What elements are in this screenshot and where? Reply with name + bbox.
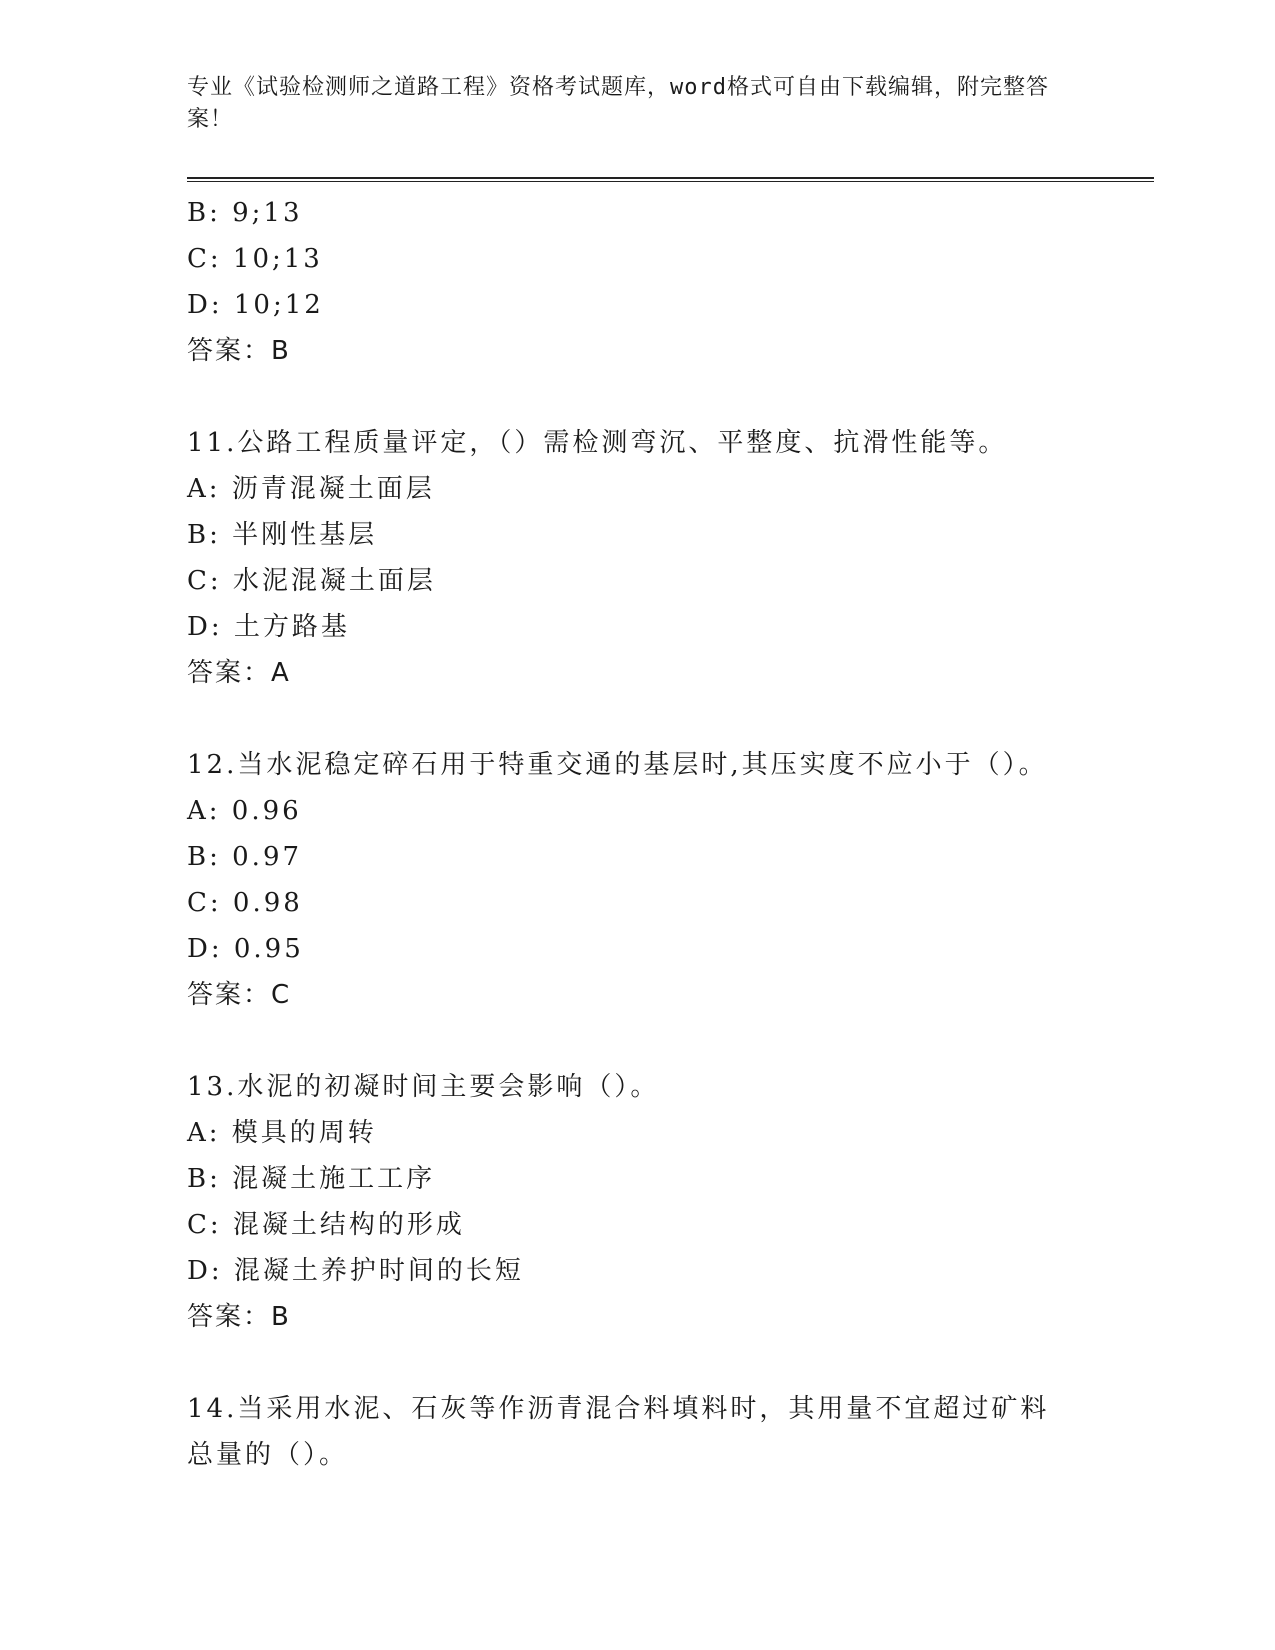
document-header: 专业《试验检测师之道路工程》资格考试题库，word格式可自由下载编辑，附完整答案！: [187, 75, 1049, 132]
question-text: 12.当水泥稳定碎石用于特重交通的基层时,其压实度不应小于（）。: [187, 750, 1048, 780]
answer-prefix: 答案：: [187, 980, 272, 1010]
option-d: D: 0.95: [187, 934, 304, 964]
question-14: [187, 1386, 1087, 1478]
question-13: [187, 1064, 1087, 1340]
question-list: [187, 190, 1087, 1478]
question-12: [187, 742, 1087, 1018]
option-c: C: 水泥混凝土面层: [187, 566, 436, 596]
answer-line: [187, 650, 1087, 696]
question-text: 13.水泥的初凝时间主要会影响（）。: [187, 1072, 660, 1102]
answer-prefix: 答案：: [187, 336, 272, 366]
answer-value: C: [271, 980, 292, 1010]
answer-value: A: [271, 658, 291, 688]
header-divider: [187, 177, 1154, 182]
answer-value: B: [271, 336, 291, 366]
option-c: C: 混凝土结构的形成: [187, 1210, 465, 1240]
question-11: [187, 420, 1087, 696]
option-c: C: 10;13: [187, 244, 323, 274]
answer-prefix: 答案：: [187, 1302, 272, 1332]
option-a: A: 模具的周转: [187, 1118, 377, 1148]
answer-line: [187, 972, 1087, 1018]
option-d: D: 土方路基: [187, 612, 350, 642]
option-b: B: 0.97: [187, 842, 303, 872]
answer-line: [187, 1294, 1087, 1340]
answer-value: B: [271, 1302, 291, 1332]
answer-prefix: 答案：: [187, 658, 272, 688]
option-c: C: 0.98: [187, 888, 303, 918]
answer-line: [187, 328, 1087, 374]
option-b: B: 混凝土施工工序: [187, 1164, 436, 1194]
option-b: B: 9;13: [187, 198, 303, 228]
option-d: D: 10;12: [187, 290, 324, 320]
option-a: A: 沥青混凝土面层: [187, 474, 435, 504]
option-a: A: 0.96: [187, 796, 302, 826]
option-b: B: 半刚性基层: [187, 520, 378, 550]
question-text: 14.当采用水泥、石灰等作沥青混合料填料时，其用量不宜超过矿料总量的（）。: [187, 1394, 1050, 1470]
question-continued: [187, 190, 1087, 374]
option-d: D: 混凝土养护时间的长短: [187, 1256, 524, 1286]
question-text: 11.公路工程质量评定，（）需检测弯沉、平整度、抗滑性能等。: [187, 428, 1008, 458]
